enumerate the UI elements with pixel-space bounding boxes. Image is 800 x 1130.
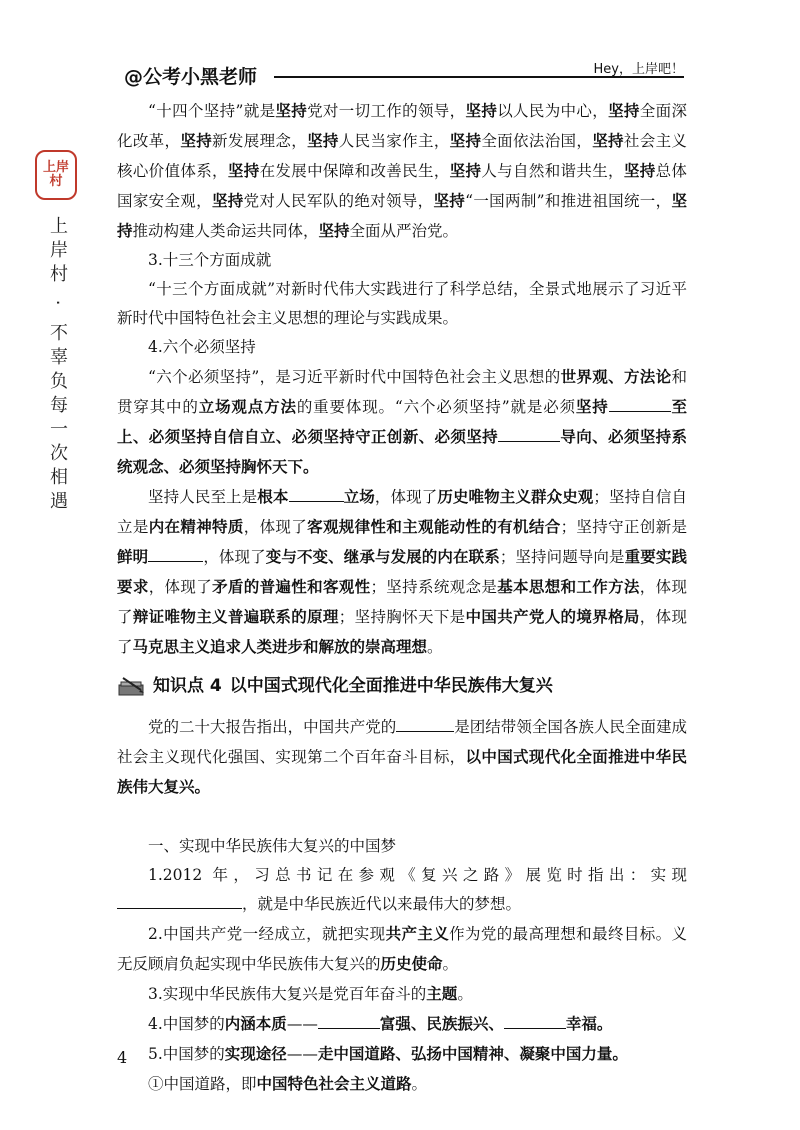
bold-term: 走中国道路、弘扬中国精神、凝聚中国力量。	[317, 1044, 628, 1063]
list-item: 2.中国共产党一经成立，就把实现共产主义作为党的最高理想和最终目标。义无反顾肩负起实现中华民族伟大复兴的历史使命。	[117, 924, 687, 973]
bold-term: 以中国式现代化全面推进中华民族伟大复兴。	[117, 747, 687, 796]
bold-term: 坚持	[307, 131, 339, 150]
bold-term: 坚持	[592, 131, 624, 150]
book-pen-icon	[117, 676, 147, 698]
bold-term: 坚持	[318, 221, 350, 240]
header-slogan: Hey，上岸吧！	[593, 62, 684, 77]
paragraph-twentieth-congress: 党的二十大报告指出，中国共产党的 是团结带领全国各族人民全面建成社会主义现代化强国、实现第二个百年奋斗目标，以中国式现代化全面推进中华民族伟大复兴。	[117, 718, 687, 796]
list-item: ①中国道路，即中国特色社会主义道路。	[148, 1074, 428, 1093]
bold-term: 鲜明	[117, 547, 149, 566]
bold-term: 基本思想和工作方法	[497, 577, 640, 596]
bold-term: 立场	[343, 487, 375, 506]
list-item: 1.2012 年，习总书记在参观《复兴之路》展览时指出：实现，就是中华民族近代以来最伟大的梦想。	[117, 861, 687, 919]
bold-term: 世界观、方法论	[560, 367, 672, 386]
paragraph-thirteen-achievements: “十三个方面成就”对新时代伟大实践进行了科学总结，全景式地展示了习近平新时代中国特色社会主义思想的理论与实践成果。	[117, 280, 687, 327]
bold-term: 变与不变、继承与发展的内在联系	[265, 547, 500, 566]
bold-term: 坚持	[211, 191, 244, 210]
bold-term: 坚持	[117, 191, 687, 240]
paragraph-six-musts: “六个必须坚持”，是习近平新时代中国特色社会主义思想的世界观、方法论和贯穿其中的立场观点方法的重要体现。“六个必须坚持”就是必须坚持 至上、必须坚持自信自立、必须坚持守正创新、必须坚持 导向、必须坚持系统观念、必须坚持胸怀天下。	[117, 367, 687, 476]
bold-term: 坚持	[433, 191, 466, 210]
bold-term: 主题	[426, 984, 458, 1003]
bold-term: 坚持	[623, 161, 656, 180]
bold-term: 共产主义	[385, 924, 450, 943]
bold-term: 辩证唯物主义普遍联系的原理	[132, 607, 339, 626]
bold-term: 坚持	[449, 131, 482, 150]
bold-term: 马克思主义追求人类进步和解放的崇高理想	[132, 637, 428, 656]
bold-term: 实现途径	[224, 1044, 287, 1063]
bold-term: 坚持	[449, 161, 482, 180]
page-number: 4	[117, 1048, 128, 1067]
bold-term: 内涵本质	[224, 1014, 287, 1033]
paragraph-six-musts-explained: 坚持人民至上是根本 立场，体现了历史唯物主义群众史观；坚持自信自立是内在精神特质，体现了客观规律性和主观能动性的有机结合；坚持守正创新是鲜明 ，体现了变与不变、继承与发展的内在联系；坚持问题导向是重要实践要求，体现了矛盾的普遍性和客观性；坚持系统观念是基本思想和工作方法，体现了辩证唯物主义普遍联系的原理；坚持胸怀天下是中国共产党人的境界格局，体现了马克思主义追求人类进步和解放的崇高理想。	[117, 487, 687, 656]
knowledge-point-label: 知识点 4	[153, 676, 222, 696]
sidebar-vertical-text: 上岸村 · 不辜负每一次相遇	[47, 216, 68, 516]
bold-term: 中国共产党人的境界格局	[465, 607, 640, 626]
fill-in-blank	[498, 426, 560, 442]
fill-in-blank	[504, 1013, 566, 1029]
fill-in-blank	[396, 716, 454, 732]
fill-in-blank	[289, 486, 344, 502]
bold-term: 坚持	[275, 101, 308, 120]
bold-term: 根本	[257, 487, 289, 506]
brand-watermark: @公考小黑老师	[124, 66, 258, 88]
list-item: 4.中国梦的内涵本质—— 富强、民族振兴、 幸福。	[148, 1014, 613, 1033]
bold-term: 坚持	[227, 161, 260, 180]
heading-chinese-dream: 一、实现中华民族伟大复兴的中国梦	[148, 837, 397, 855]
sidebar	[30, 150, 80, 515]
fill-in-blank	[117, 893, 242, 909]
bold-term: 幸福。	[565, 1014, 613, 1033]
fill-in-blank	[148, 546, 203, 562]
knowledge-point-title: 以中国式现代化全面推进中华民族伟大复兴	[229, 676, 553, 696]
fill-in-blank	[609, 396, 671, 412]
bold-term: 至上、必须坚持自信自立、必须坚持守正创新、必须坚持	[117, 397, 687, 446]
knowledge-point-heading	[117, 672, 687, 701]
heading-six-musts: 4.六个必须坚持	[148, 338, 256, 356]
bold-term: 重要实践要求	[117, 547, 687, 596]
paragraph-fourteen-adherences: “十四个坚持”就是坚持党对一切工作的领导，坚持以人民为中心，坚持全面深化改革，坚持新发展理念，坚持人民当家作主，坚持全面依法治国，坚持社会主义核心价值体系，坚持在发展中保障和改善民生，坚持人与自然和谐共生，坚持总体国家安全观，坚持党对人民军队的绝对领导，坚持“一国两制”和推进祖国统一，坚持推动构建人类命运共同体，坚持全面从严治党。	[117, 101, 687, 240]
bold-term: 历史使命	[380, 954, 443, 973]
bold-term: 中国特色社会主义道路	[256, 1074, 412, 1093]
page-header	[124, 60, 684, 90]
bold-term: 坚持	[608, 101, 640, 120]
page-content	[117, 96, 687, 1099]
bold-term: 历史唯物主义群众史观	[437, 487, 594, 506]
seal-stamp-icon: 上岸村	[35, 150, 77, 200]
bold-term: 内在精神特质	[148, 517, 244, 536]
bold-term: 立场观点方法	[198, 397, 297, 416]
bold-term: 富强、民族振兴、	[379, 1014, 504, 1033]
heading-thirteen-achievements: 3.十三个方面成就	[148, 251, 272, 269]
bold-term: 导向、必须坚持系统观念、必须坚持胸怀天下。	[117, 427, 687, 476]
bold-term: 客观规律性和主观能动性的有机结合	[307, 517, 561, 536]
list-item: 5.中国梦的实现途径——走中国道路、弘扬中国精神、凝聚中国力量。	[148, 1044, 628, 1063]
fill-in-blank	[318, 1013, 380, 1029]
bold-term: 矛盾的普遍性和客观性	[212, 577, 371, 596]
bold-term: 坚持	[465, 101, 498, 120]
list-item: 3.实现中华民族伟大复兴是党百年奋斗的主题。	[148, 984, 473, 1003]
bold-term: 坚持	[180, 131, 213, 150]
bold-term: 坚持	[575, 397, 609, 416]
